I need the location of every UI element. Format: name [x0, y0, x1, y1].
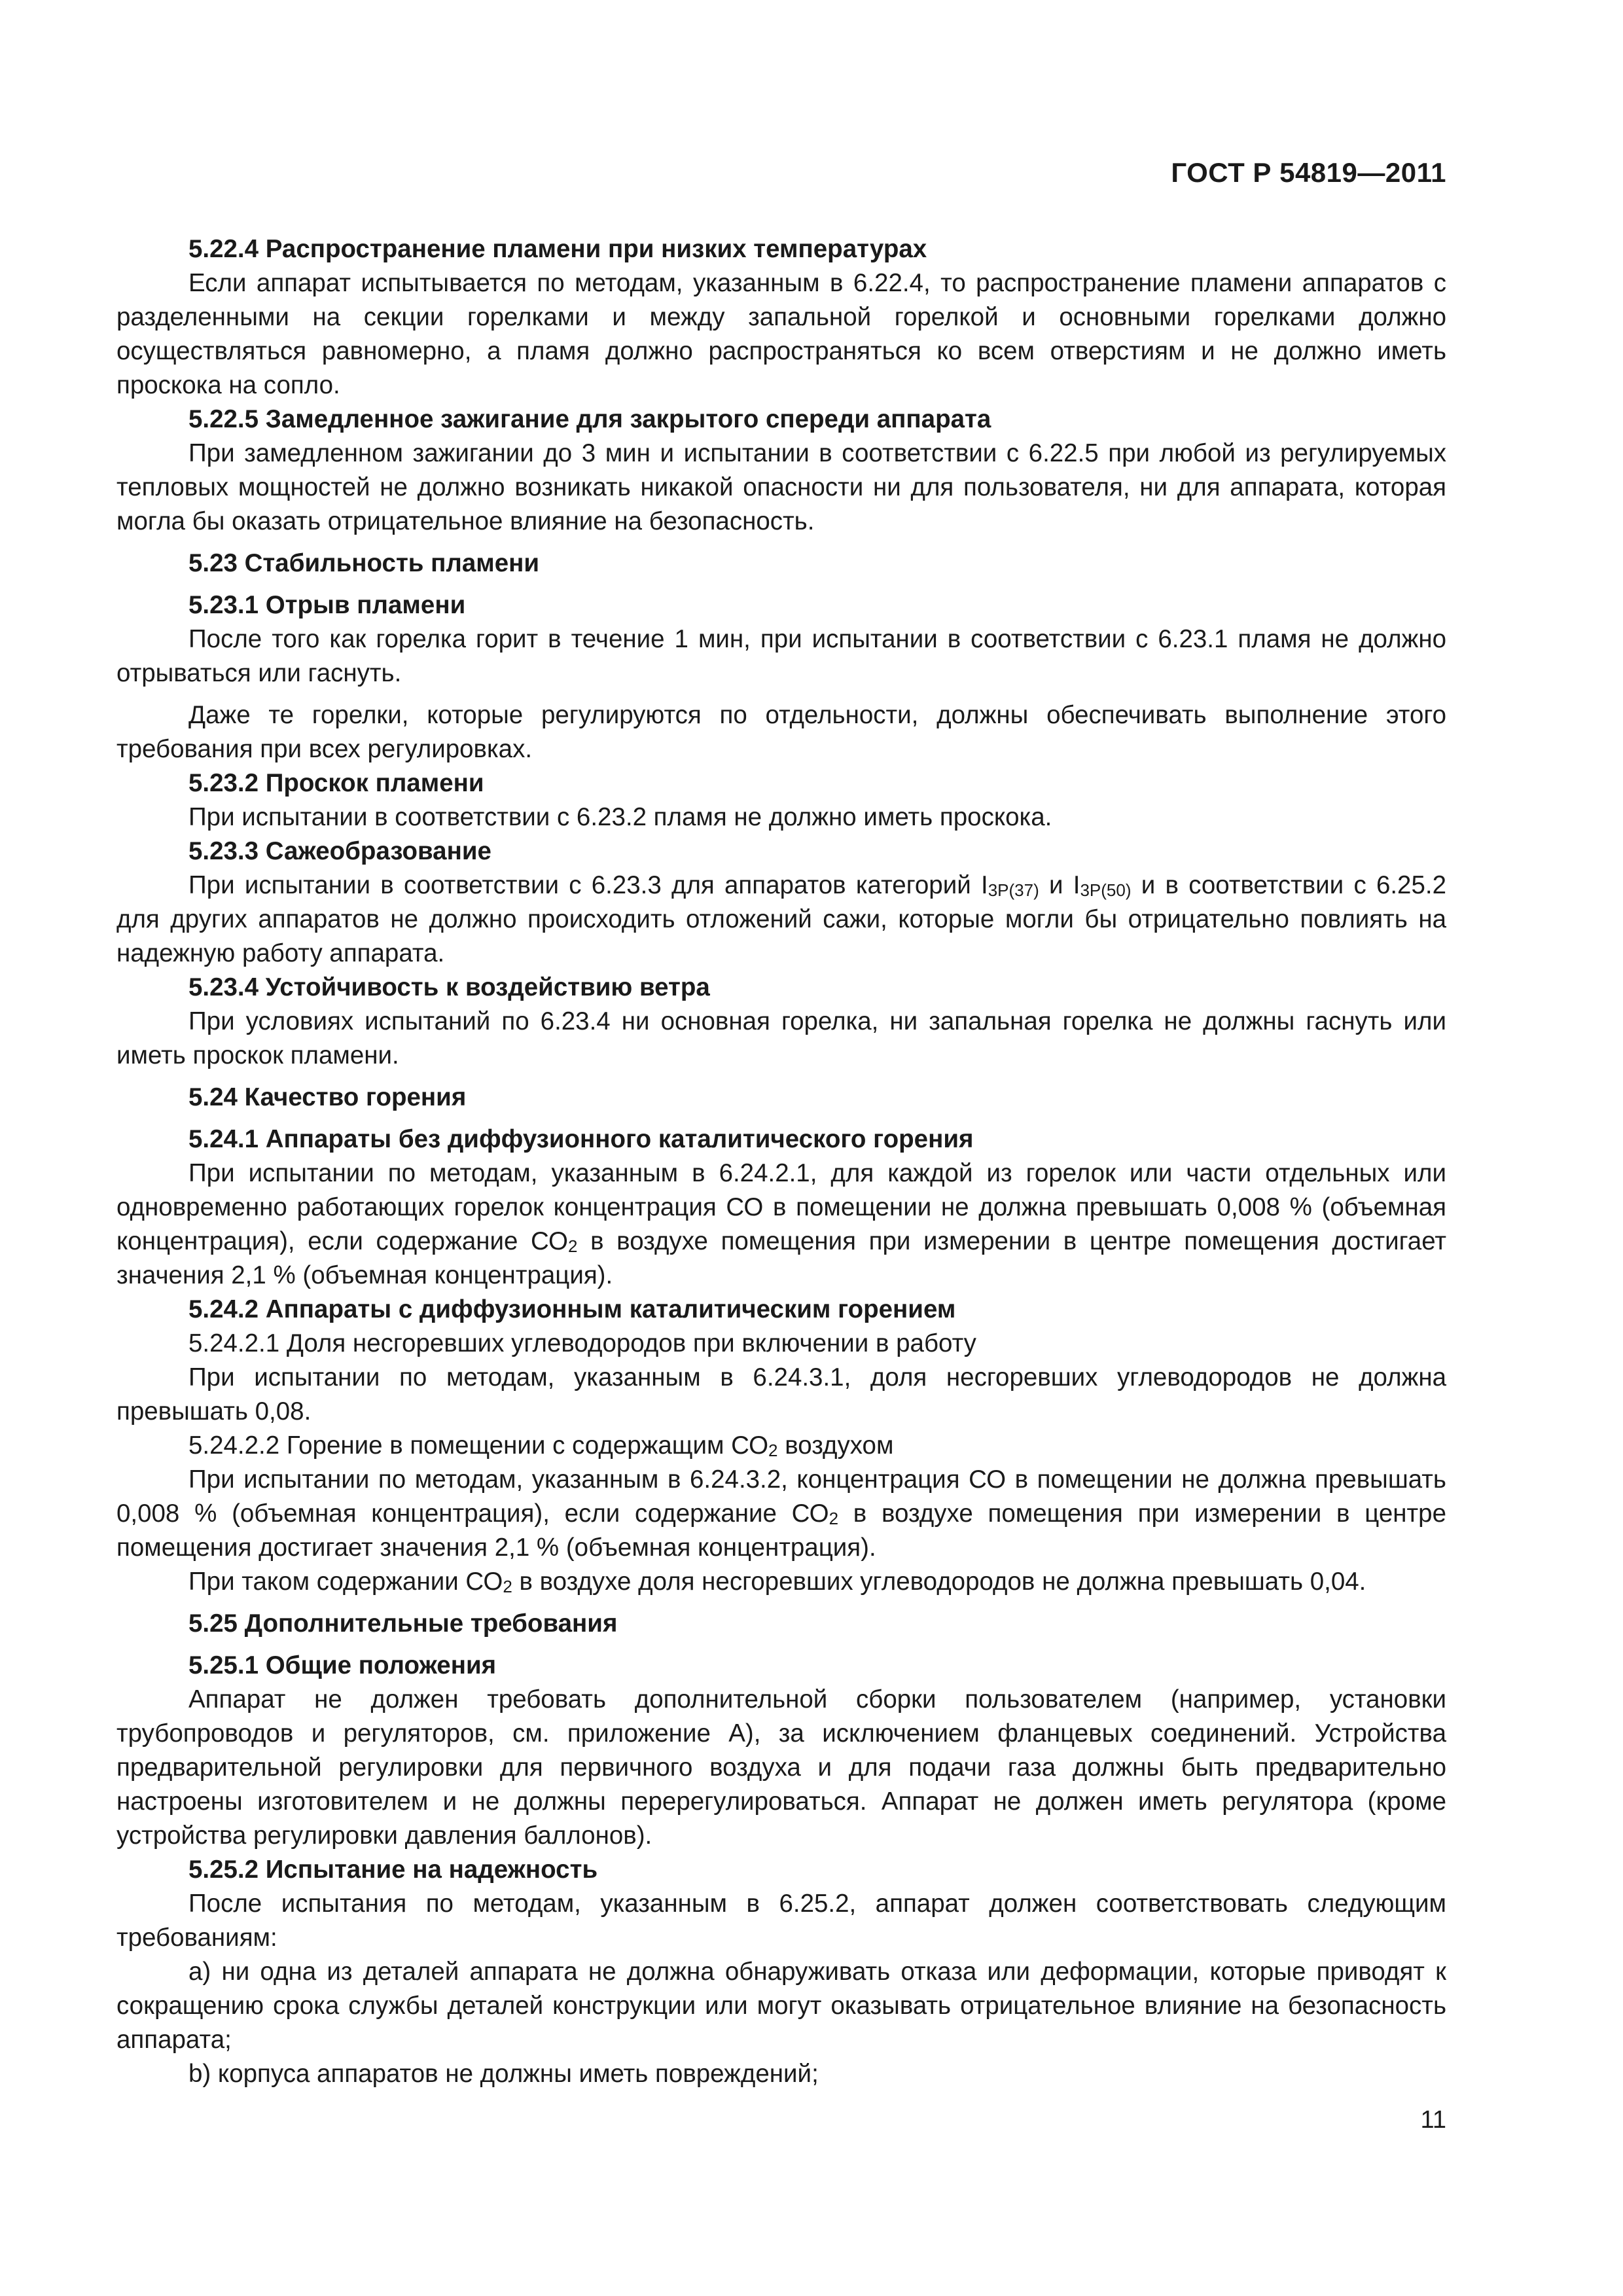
section-5-23-title: 5.23 Стабильность пламени: [188, 549, 540, 577]
section-5-24-2-title: 5.24.2 Аппараты с диффузионным каталитическим горением: [188, 1295, 956, 1323]
document-id-header: ГОСТ Р 54819—2011: [1171, 157, 1446, 188]
section-5-25-2-paragraph: После испытания по методам, указанным в 6.25.2, аппарат должен соответствовать следующим требованиям:: [116, 1890, 1446, 1952]
text-fragment: и в соответствии с 6.25.2 для других аппаратов не должно происходить отложений сажи, которые могли бы отрицательно повлиять на надежную работу аппарата.: [116, 871, 1446, 967]
section-5-25-2-title: 5.25.2 Испытание на надежность: [188, 1856, 598, 1884]
section-5-24-2-2-title: [116, 1429, 1446, 1463]
section-5-23-2-title: 5.23.2 Проскок пламени: [188, 769, 484, 797]
list-item-b: b) корпуса аппаратов не должны иметь повреждений;: [188, 2060, 819, 2088]
text-fragment: в воздухе доля несгоревших углеводородов не должна превышать 0,04.: [512, 1568, 1366, 1596]
section-5-23-1-paragraph-1: После того как горелка горит в течение 1 мин, при испытании в соответствии с 6.23.1 пламя не должно отрываться или гаснуть.: [116, 625, 1446, 687]
section-5-23-1-title: 5.23.1 Отрыв пламени: [188, 591, 466, 619]
subscript: 3P(37): [988, 880, 1039, 900]
section-5-25-1-paragraph: Аппарат не должен требовать дополнительной сборки пользователем (например, установки трубопроводов и регуляторов, см. приложение А), за исключением фланцевых соединений. Устройства предварительной регулировки для первичного воздуха и для подачи газа должны быть предварительно настроены изготовителем и не должны перерегулироваться. Аппарат не должен иметь регулятора (кроме устройства регулировки давления баллонов).: [116, 1685, 1446, 1850]
section-5-23-4-title: 5.23.4 Устойчивость к воздействию ветра: [188, 973, 710, 1001]
page-number: 11: [1420, 2106, 1446, 2134]
text-fragment: При таком содержании СО: [188, 1568, 503, 1596]
section-5-23-3-paragraph: [116, 869, 1446, 971]
section-5-24-2-2-paragraph-1: [116, 1463, 1446, 1565]
section-5-23-1-paragraph-2: Даже те горелки, которые регулируются по отдельности, должны обеспечивать выполнение этого требования при всех регулировках.: [116, 701, 1446, 763]
text-fragment: При испытании по методам, указанным в 6.24.3.2, концентрация СО в помещении не должна превышать 0,008 % (объемная концентрация), если содержание СО: [116, 1465, 1446, 1528]
section-5-22-4-title: 5.22.4 Распространение пламени при низких температурах: [188, 235, 927, 263]
subscript: 2: [503, 1577, 512, 1596]
text-fragment: и I: [1039, 871, 1080, 899]
section-5-25-1-title: 5.25.1 Общие положения: [188, 1651, 497, 1679]
section-5-24-2-1-title: 5.24.2.1 Доля несгоревших углеводородов при включении в работу: [188, 1329, 976, 1357]
section-5-22-4-paragraph: Если аппарат испытывается по методам, указанным в 6.22.4, то распространение пламени аппаратов с разделенными на секции горелками и между запальной горелкой и основными горелками должно осуществляться равномерно, а пламя должно распространяться ко всем отверстиям и не должно иметь проскока на сопло.: [116, 269, 1446, 399]
document-body: [116, 232, 1446, 2091]
section-5-23-4-paragraph: При условиях испытаний по 6.23.4 ни основная горелка, ни запальная горелка не должны гаснуть или иметь проскок пламени.: [116, 1007, 1446, 1069]
subscript: 2: [567, 1236, 578, 1256]
subscript: 2: [829, 1509, 839, 1528]
section-5-25-title: 5.25 Дополнительные требования: [188, 1609, 618, 1638]
section-5-23-3-title: 5.23.3 Сажеобразование: [188, 837, 491, 865]
section-5-24-1-paragraph: [116, 1157, 1446, 1293]
text-fragment: 5.24.2.2 Горение в помещении с содержащим СО: [188, 1431, 769, 1460]
text-fragment: При испытании по методам, указанным в 6.24.2.1, для каждой из горелок или части отдельных или одновременно работающих горелок концентрация СО в помещении не должна превышать 0,008 % (объемная концентрация), если содержание СО: [116, 1159, 1446, 1255]
section-5-24-title: 5.24 Качество горения: [188, 1083, 467, 1111]
subscript: 2: [768, 1441, 778, 1460]
section-5-22-5-paragraph: При замедленном зажигании до 3 мин и испытании в соответствии с 6.22.5 при любой из регулируемых тепловых мощностей не должно возникать никакой опасности ни для пользователя, ни для аппарата, которая могла бы оказать отрицательное влияние на безопасность.: [116, 439, 1446, 535]
text-fragment: При испытании в соответствии с 6.23.3 для аппаратов категорий I: [188, 871, 988, 899]
text-fragment: в воздухе помещения при измерении в центре помещения достигает значения 2,1 % (объемная концентрация).: [116, 1499, 1447, 1562]
section-5-24-1-title: 5.24.1 Аппараты без диффузионного каталитического горения: [188, 1125, 974, 1153]
list-item-a: a) ни одна из деталей аппарата не должна обнаруживать отказа или деформации, которые приводят к сокращению срока службы деталей конструкции или могут оказывать отрицательное влияние на безопасность аппарата;: [116, 1958, 1446, 2054]
text-fragment: в воздухе помещения при измерении в центре помещения достигает значения 2,1 % (объемная концентрация).: [116, 1227, 1446, 1289]
section-5-23-2-paragraph: При испытании в соответствии с 6.23.2 пламя не должно иметь проскока.: [188, 803, 1052, 831]
text-fragment: воздухом: [777, 1431, 894, 1460]
section-5-24-2-2-paragraph-2: [116, 1565, 1446, 1599]
section-5-22-5-title: 5.22.5 Замедленное зажигание для закрытого спереди аппарата: [188, 405, 991, 433]
section-5-24-2-1-paragraph: При испытании по методам, указанным в 6.24.3.1, доля несгоревших углеводородов не должна превышать 0,08.: [116, 1363, 1446, 1426]
subscript: 3P(50): [1080, 880, 1132, 900]
